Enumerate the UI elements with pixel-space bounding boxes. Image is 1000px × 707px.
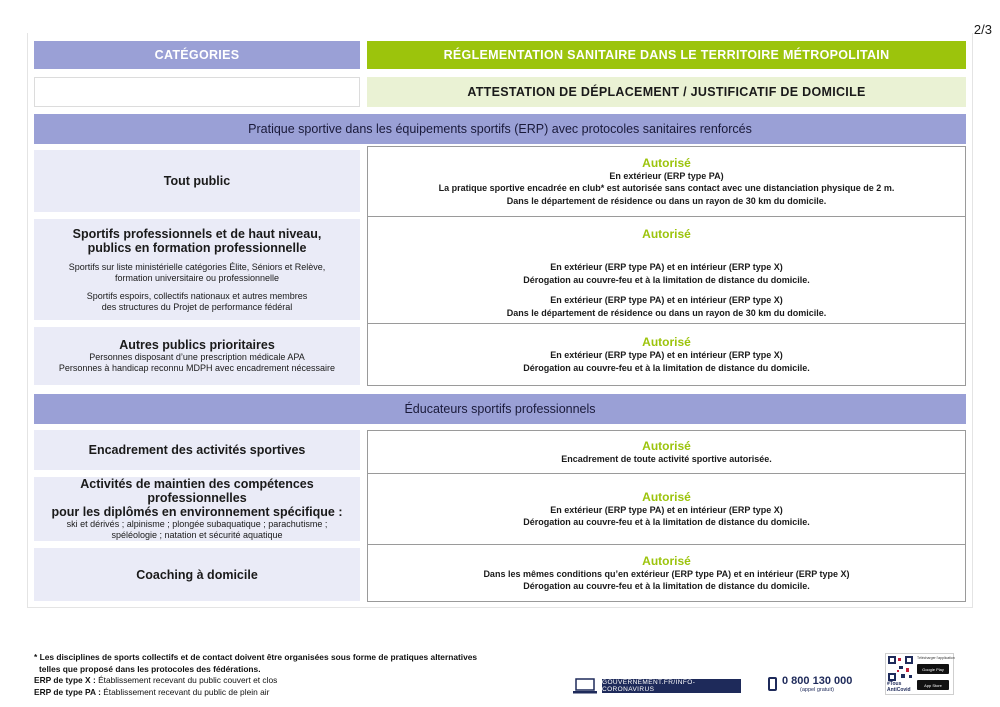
google-play-badge-icon[interactable]: Google Play: [917, 664, 949, 674]
rule-line: Dérogation au couvre-feu et à la limitation de distance du domicile.: [523, 581, 810, 591]
page-number: 2/3: [973, 22, 992, 37]
section-title-erp: Pratique sportive dans les équipements sportifs (ERP) avec protocoles sanitaires renforcés: [34, 114, 966, 144]
category-title: Autres publics prioritaires: [119, 338, 275, 352]
categories-header: CATÉGORIES: [34, 41, 360, 69]
category-title: Tout public: [163, 174, 231, 188]
category-cell-tout-public: [34, 150, 360, 212]
category-title: Activités de maintien des compétences professionnelles: [80, 477, 314, 505]
rule-line: Dérogation au couvre-feu et à la limitation de distance du domicile.: [523, 274, 810, 285]
category-title: pour les diplômés en environnement spécifique :: [51, 505, 343, 519]
category-subtitle: ski et dérivés ; alpinisme ; plongée subaquatique ; parachutisme ;: [66, 519, 328, 529]
rule-cell-coaching: [367, 544, 966, 602]
category-title: Coaching à domicile: [136, 567, 258, 582]
hashtag-line: AntiCovid: [887, 686, 911, 693]
rule-cell-maintien-competences: [367, 473, 966, 545]
footnotes: [34, 652, 477, 698]
section-title-educateurs: Éducateurs sportifs professionnels: [34, 394, 966, 424]
category-cell-autres-publics: [34, 327, 360, 385]
rule-cell-autres-publics: [367, 323, 966, 386]
status-authorized: Autorisé: [642, 438, 691, 453]
rule-line: En extérieur (ERP type PA): [609, 170, 724, 181]
phone-note: (appel gratuit): [800, 687, 834, 693]
category-subtitle: Personnes à handicap reconnu MDPH avec encadrement nécessaire: [58, 363, 336, 373]
category-title: publics en formation professionnelle: [87, 240, 307, 255]
category-cell-maintien-competences: [34, 477, 360, 541]
rule-line: Dans le département de résidence ou dans un rayon de 30 km du domicile.: [506, 195, 827, 206]
rule-cell-sportifs-pro: [367, 216, 966, 324]
website-link[interactable]: GOUVERNEMENT.FR/INFO-CORONAVIRUS: [602, 679, 741, 693]
regulation-header: RÉGLEMENTATION SANITAIRE DANS LE TERRITOIRE MÉTROPOLITAIN: [367, 41, 966, 69]
category-subtitle: Sportifs espoirs, collectifs nationaux et autres membres: [86, 290, 308, 301]
status-authorized: Autorisé: [642, 335, 691, 349]
app-store-badge-icon[interactable]: App Store: [917, 680, 949, 690]
laptop-icon: [573, 678, 597, 694]
status-authorized: Autorisé: [642, 155, 691, 170]
category-cell-encadrement: [34, 430, 360, 470]
hashtag-line: #Tous: [887, 681, 902, 687]
footnote-line: * Les disciplines de sports collectifs et de contact doivent être organisées sous forme de pratiques alternatives: [34, 652, 478, 662]
rule-cell-tout-public: [367, 146, 966, 217]
category-title: Sportifs professionnels et de haut niveau,: [72, 226, 322, 241]
erp-pa-text: Établissement recevant du public de plein air: [103, 686, 270, 697]
status-authorized: Autorisé: [642, 553, 691, 568]
rule-line: Dans le département de résidence ou dans un rayon de 30 km du domicile.: [506, 307, 827, 318]
qr-code-icon: [888, 656, 913, 681]
footnote-line: telles que proposé dans les protocoles des fédérations.: [39, 663, 261, 674]
rule-line: En extérieur (ERP type PA) et en intérieur (ERP type X): [550, 350, 783, 360]
categories-blank-cell: [34, 77, 360, 107]
status-authorized: Autorisé: [642, 227, 691, 241]
category-cell-sportifs-pro: [34, 219, 360, 320]
attestation-subheader: ATTESTATION DE DÉPLACEMENT / JUSTIFICATIF DE DOMICILE: [367, 77, 966, 107]
rule-line: En extérieur (ERP type PA) et en intérieur (ERP type X): [550, 295, 783, 305]
rule-line: En extérieur (ERP type PA) et en intérieur (ERP type X): [550, 504, 783, 515]
category-title: Encadrement des activités sportives: [88, 443, 306, 457]
erp-x-label: ERP de type X :: [34, 675, 96, 685]
rule-line: Encadrement de toute activité sportive autorisée.: [561, 453, 772, 464]
download-label: Télécharger l'application: [917, 656, 955, 660]
rule-cell-encadrement: [367, 430, 966, 474]
hashtag: [887, 682, 911, 693]
category-cell-coaching: [34, 548, 360, 601]
rule-line: Dérogation au couvre-feu et à la limitation de distance du domicile.: [523, 362, 810, 373]
category-subtitle: Personnes disposant d’une prescription médicale APA: [89, 352, 305, 362]
category-subtitle: spéléologie ; natation et sécurité aquatique: [111, 530, 283, 540]
phone-icon: [768, 677, 777, 691]
category-subtitle: formation universitaire ou professionnelle: [114, 272, 280, 283]
status-authorized: Autorisé: [642, 489, 691, 504]
category-subtitle: des structures du Projet de performance fédéral: [101, 301, 293, 312]
rule-line: En extérieur (ERP type PA) et en intérieur (ERP type X): [550, 262, 783, 272]
phone-number[interactable]: 0 800 130 000: [782, 675, 853, 687]
erp-x-text: Établissement recevant du public couvert et clos: [98, 675, 278, 685]
erp-pa-label: ERP de type PA :: [34, 686, 101, 697]
rule-line: Dans les mêmes conditions qu’en extérieur (ERP type PA) et en intérieur (ERP type X): [483, 568, 850, 579]
rule-line: La pratique sportive encadrée en club* est autorisée sans contact avec une distanciation physique de 2 m.: [438, 183, 895, 194]
rule-line: Dérogation au couvre-feu et à la limitation de distance du domicile.: [523, 517, 810, 527]
category-subtitle: Sportifs sur liste ministérielle catégories Élite, Séniors et Relève,: [68, 261, 326, 272]
